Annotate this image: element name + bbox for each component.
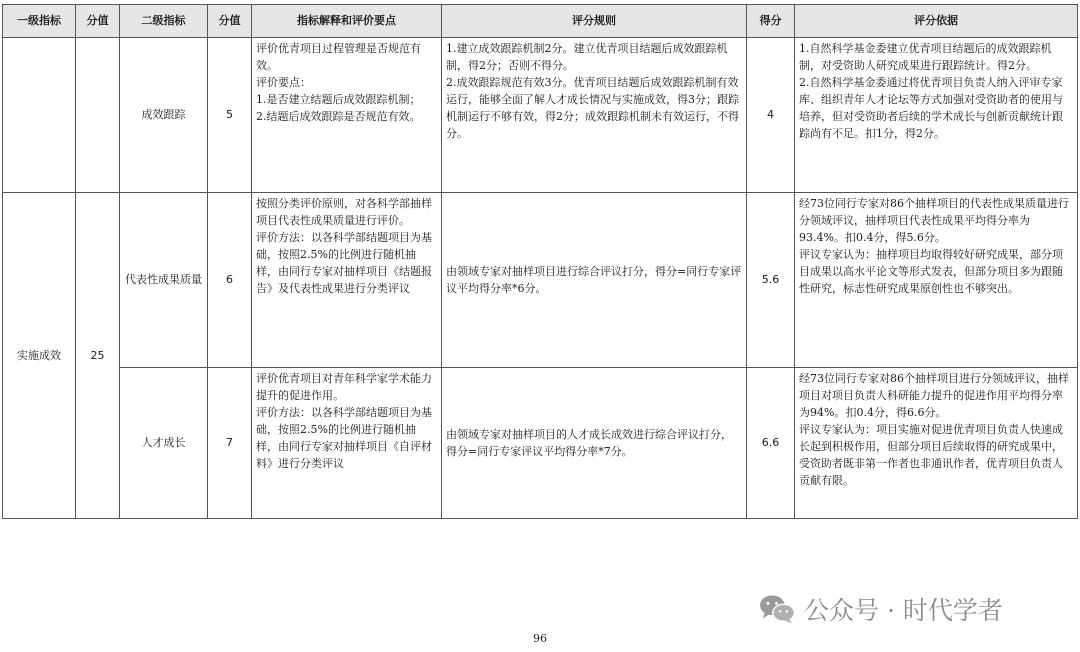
scoring-basis-cell bbox=[795, 193, 1078, 368]
explanation-cell bbox=[252, 193, 442, 368]
header-level1-indicator: 一级指标 bbox=[3, 5, 76, 38]
level1-empty-cell bbox=[3, 38, 76, 193]
score-obtained: 4 bbox=[747, 38, 795, 193]
watermark-text: 公众号 · 时代学者 bbox=[804, 596, 1003, 625]
level2-indicator-name: 代表性成果质量 bbox=[120, 193, 208, 368]
explanation-text: 评价方法：以各科学部结题项目为基础，按照2.5%的比例进行随机抽样，由同行专家对抽样项目《结题报告》及代表性成果进行分类评议 bbox=[256, 231, 432, 296]
scoring-basis-text: 2.自然科学基金委通过将优青项目负责人纳入评审专家库、组织青年人才论坛等方式加强对受资助者的使用与培养，但对受资助者后续的学术成长与创新贡献统计跟踪尚有不足。扣1分，得2分。 bbox=[799, 76, 1063, 141]
scoring-rule-text: 由领域专家对抽样项目的人才成长成效进行综合评议打分，得分=同行专家评议平均得分率*7分。 bbox=[446, 427, 732, 458]
explanation-text: 1.是否建立结题后成效跟踪机制； bbox=[256, 93, 421, 107]
level2-indicator-name: 成效跟踪 bbox=[120, 38, 208, 193]
level1-score: 25 bbox=[76, 193, 120, 519]
scoring-rule-text: 由领域专家对抽样项目进行综合评议打分，得分=同行专家评议平均得分率*6分。 bbox=[446, 264, 742, 295]
explanation-text: 评价优青项目过程管理是否规范有效。 bbox=[256, 42, 421, 73]
score-obtained: 6.6 bbox=[747, 368, 795, 519]
explanation-text: 评价优青项目对青年科学家学术能力提升的促进作用。 bbox=[256, 372, 432, 403]
table-row bbox=[3, 368, 1078, 519]
level1-indicator-name: 实施成效 bbox=[3, 193, 76, 519]
explanation-text: 按照分类评价原则，对各科学部抽样项目代表性成果质量进行评价。 bbox=[256, 197, 432, 228]
score-obtained: 5.6 bbox=[747, 193, 795, 368]
explanation-cell bbox=[252, 368, 442, 519]
header-level1-score: 分值 bbox=[76, 5, 120, 38]
header-score-obtained: 得分 bbox=[747, 5, 795, 38]
scoring-rule-cell bbox=[442, 368, 747, 519]
scoring-rule-cell bbox=[442, 193, 747, 368]
level2-indicator-name: 人才成长 bbox=[120, 368, 208, 519]
scoring-basis-text: 评议专家认为：项目实施对促进优青项目负责人快速成长起到积极作用，但部分项目后续取得的研究成果中，受资助者既非第一作者也非通讯作者，优青项目负责人贡献有限。 bbox=[799, 423, 1063, 488]
explanation-text: 2.结题后成效跟踪是否规范有效。 bbox=[256, 110, 421, 124]
header-level2-indicator: 二级指标 bbox=[120, 5, 208, 38]
scoring-basis-text: 经73位同行专家对86个抽样项目进行分领域评议，抽样项目对项目负责人科研能力提升的促进作用平均得分率为94%。扣0.4分，得6.6分。 bbox=[799, 372, 1069, 420]
scoring-rule-cell bbox=[442, 38, 747, 193]
explanation-text: 评价方法：以各科学部结题项目为基础，按照2.5%的比例进行随机抽样，由同行专家对抽样项目《自评材料》进行分类评议 bbox=[256, 406, 432, 471]
scoring-basis-text: 经73位同行专家对86个抽样项目的代表性成果质量进行分领域评议，抽样项目代表性成果平均得分率为93.4%。扣0.4分，得5.6分。 bbox=[799, 197, 1069, 245]
scoring-basis-cell bbox=[795, 368, 1078, 519]
header-level2-score: 分值 bbox=[208, 5, 252, 38]
header-scoring-basis: 评分依据 bbox=[795, 5, 1078, 38]
scoring-rule-text: 1.建立成效跟踪机制2分。建立优青项目结题后成效跟踪机制，得2分；否则不得分。 bbox=[446, 42, 728, 73]
watermark bbox=[758, 591, 1003, 627]
level2-score: 7 bbox=[208, 368, 252, 519]
explanation-cell bbox=[252, 38, 442, 193]
scoring-basis-cell bbox=[795, 38, 1078, 193]
header-scoring-rule: 评分规则 bbox=[442, 5, 747, 38]
level2-score: 5 bbox=[208, 38, 252, 193]
explanation-text: 评价要点： bbox=[256, 76, 311, 90]
header-explanation: 指标解释和评价要点 bbox=[252, 5, 442, 38]
scoring-rule-text: 2.成效跟踪规范有效3分。优青项目结题后成效跟踪机制有效运行，能够全面了解人才成长情况与实施成效，得3分；跟踪机制运行不够有效，得2分；成效跟踪机制未有效运行，不得分。 bbox=[446, 76, 739, 141]
scoring-basis-text: 1.自然科学基金委建立优青项目结题后的成效跟踪机制，对受资助人研究成果进行跟踪统计。得2分。 bbox=[799, 42, 1052, 73]
evaluation-table bbox=[2, 4, 1078, 519]
header-row bbox=[3, 5, 1078, 38]
page-number: 96 bbox=[533, 632, 547, 645]
wechat-icon bbox=[758, 593, 796, 625]
table-row bbox=[3, 38, 1078, 193]
table-row bbox=[3, 193, 1078, 368]
level2-score: 6 bbox=[208, 193, 252, 368]
scoring-basis-text: 评议专家认为：抽样项目均取得较好研究成果，部分项目成果以高水平论文等形式发表，但部分项目多为跟随性研究，标志性研究成果原创性也不够突出。 bbox=[799, 248, 1063, 296]
level1-score-empty-cell bbox=[76, 38, 120, 193]
